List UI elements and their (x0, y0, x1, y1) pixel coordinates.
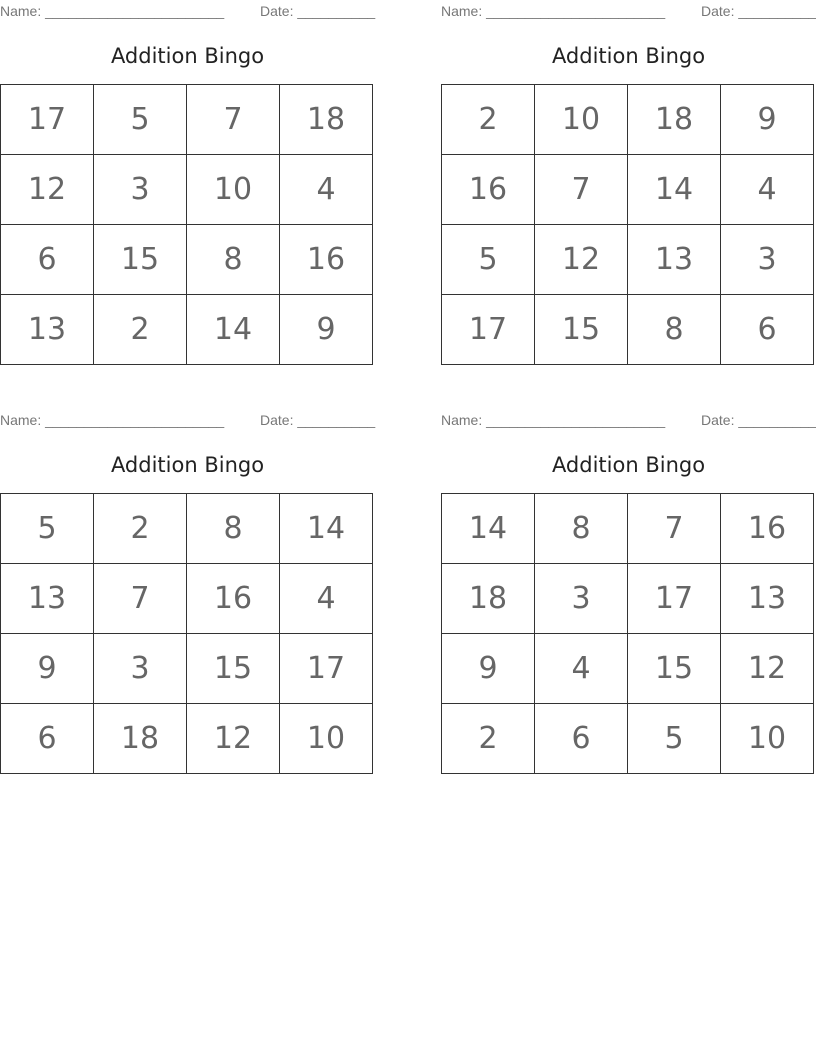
bingo-cell: 9 (721, 85, 814, 155)
bingo-cell: 13 (1, 295, 94, 365)
bingo-cell: 10 (280, 704, 373, 774)
card-header (0, 1, 375, 21)
card-header (0, 410, 375, 430)
bingo-cell: 8 (628, 295, 721, 365)
bingo-row (1, 295, 373, 365)
card-header (441, 410, 816, 430)
bingo-cell: 9 (280, 295, 373, 365)
bingo-row (1, 704, 373, 774)
bingo-grid (0, 84, 373, 365)
date-field-label: Date: __________ (260, 3, 376, 19)
bingo-cell: 9 (442, 634, 535, 704)
name-field-label: Name: _______________________ (441, 412, 666, 428)
bingo-cell: 17 (442, 295, 535, 365)
card-title: Addition Bingo (110, 44, 265, 68)
card-title: Addition Bingo (110, 453, 265, 477)
bingo-cell: 2 (94, 494, 187, 564)
bingo-cell: 16 (280, 225, 373, 295)
bingo-cell: 4 (535, 634, 628, 704)
bingo-cell: 16 (187, 564, 280, 634)
bingo-cell: 12 (535, 225, 628, 295)
bingo-cell: 7 (628, 494, 721, 564)
bingo-cell: 15 (94, 225, 187, 295)
bingo-cell: 9 (1, 634, 94, 704)
bingo-cell: 6 (535, 704, 628, 774)
bingo-row (1, 634, 373, 704)
bingo-cell: 13 (1, 564, 94, 634)
bingo-cell: 4 (280, 155, 373, 225)
bingo-cell: 8 (535, 494, 628, 564)
bingo-cell: 14 (187, 295, 280, 365)
bingo-row (442, 494, 814, 564)
bingo-cell: 18 (94, 704, 187, 774)
bingo-cell: 8 (187, 225, 280, 295)
bingo-cell: 17 (628, 564, 721, 634)
name-field-label: Name: _______________________ (0, 3, 225, 19)
bingo-cell: 13 (721, 564, 814, 634)
bingo-grid (441, 84, 814, 365)
bingo-row (442, 634, 814, 704)
date-field-label: Date: __________ (701, 3, 816, 19)
bingo-cell: 17 (280, 634, 373, 704)
bingo-row (1, 85, 373, 155)
bingo-cell: 10 (721, 704, 814, 774)
bingo-row (442, 225, 814, 295)
bingo-cell: 3 (94, 155, 187, 225)
card-header (441, 1, 816, 21)
date-field-label: Date: __________ (701, 412, 816, 428)
bingo-cell: 3 (721, 225, 814, 295)
name-field-label: Name: _______________________ (0, 412, 225, 428)
date-field-label: Date: __________ (260, 412, 376, 428)
card-title: Addition Bingo (551, 44, 706, 68)
bingo-grid (441, 493, 814, 774)
bingo-cell: 4 (721, 155, 814, 225)
bingo-cell: 6 (1, 704, 94, 774)
bingo-cell: 2 (442, 85, 535, 155)
bingo-cell: 18 (280, 85, 373, 155)
bingo-cell: 7 (535, 155, 628, 225)
bingo-cell: 12 (1, 155, 94, 225)
bingo-row (1, 494, 373, 564)
bingo-row (442, 85, 814, 155)
bingo-row (1, 564, 373, 634)
card-title: Addition Bingo (551, 453, 706, 477)
bingo-cell: 12 (721, 634, 814, 704)
bingo-cell: 10 (535, 85, 628, 155)
name-field-label: Name: _______________________ (441, 3, 666, 19)
bingo-row (442, 155, 814, 225)
bingo-cell: 2 (442, 704, 535, 774)
bingo-cell: 16 (721, 494, 814, 564)
bingo-cell: 18 (628, 85, 721, 155)
bingo-cell: 10 (187, 155, 280, 225)
bingo-cell: 17 (1, 85, 94, 155)
bingo-cell: 13 (628, 225, 721, 295)
bingo-cell: 5 (94, 85, 187, 155)
bingo-cell: 14 (628, 155, 721, 225)
bingo-cell: 12 (187, 704, 280, 774)
bingo-cell: 5 (1, 494, 94, 564)
bingo-cell: 15 (187, 634, 280, 704)
bingo-cell: 8 (187, 494, 280, 564)
bingo-cell: 2 (94, 295, 187, 365)
bingo-cell: 7 (94, 564, 187, 634)
bingo-cell: 15 (535, 295, 628, 365)
bingo-cell: 5 (628, 704, 721, 774)
bingo-cell: 6 (1, 225, 94, 295)
bingo-row (442, 564, 814, 634)
bingo-cell: 14 (280, 494, 373, 564)
bingo-cell: 18 (442, 564, 535, 634)
bingo-cell: 4 (280, 564, 373, 634)
bingo-row (1, 155, 373, 225)
bingo-grid (0, 493, 373, 774)
bingo-row (442, 704, 814, 774)
bingo-cell: 5 (442, 225, 535, 295)
bingo-cell: 7 (187, 85, 280, 155)
bingo-cell: 3 (535, 564, 628, 634)
bingo-cell: 3 (94, 634, 187, 704)
bingo-cell: 15 (628, 634, 721, 704)
bingo-row (442, 295, 814, 365)
bingo-cell: 16 (442, 155, 535, 225)
bingo-row (1, 225, 373, 295)
bingo-cell: 14 (442, 494, 535, 564)
bingo-cell: 6 (721, 295, 814, 365)
